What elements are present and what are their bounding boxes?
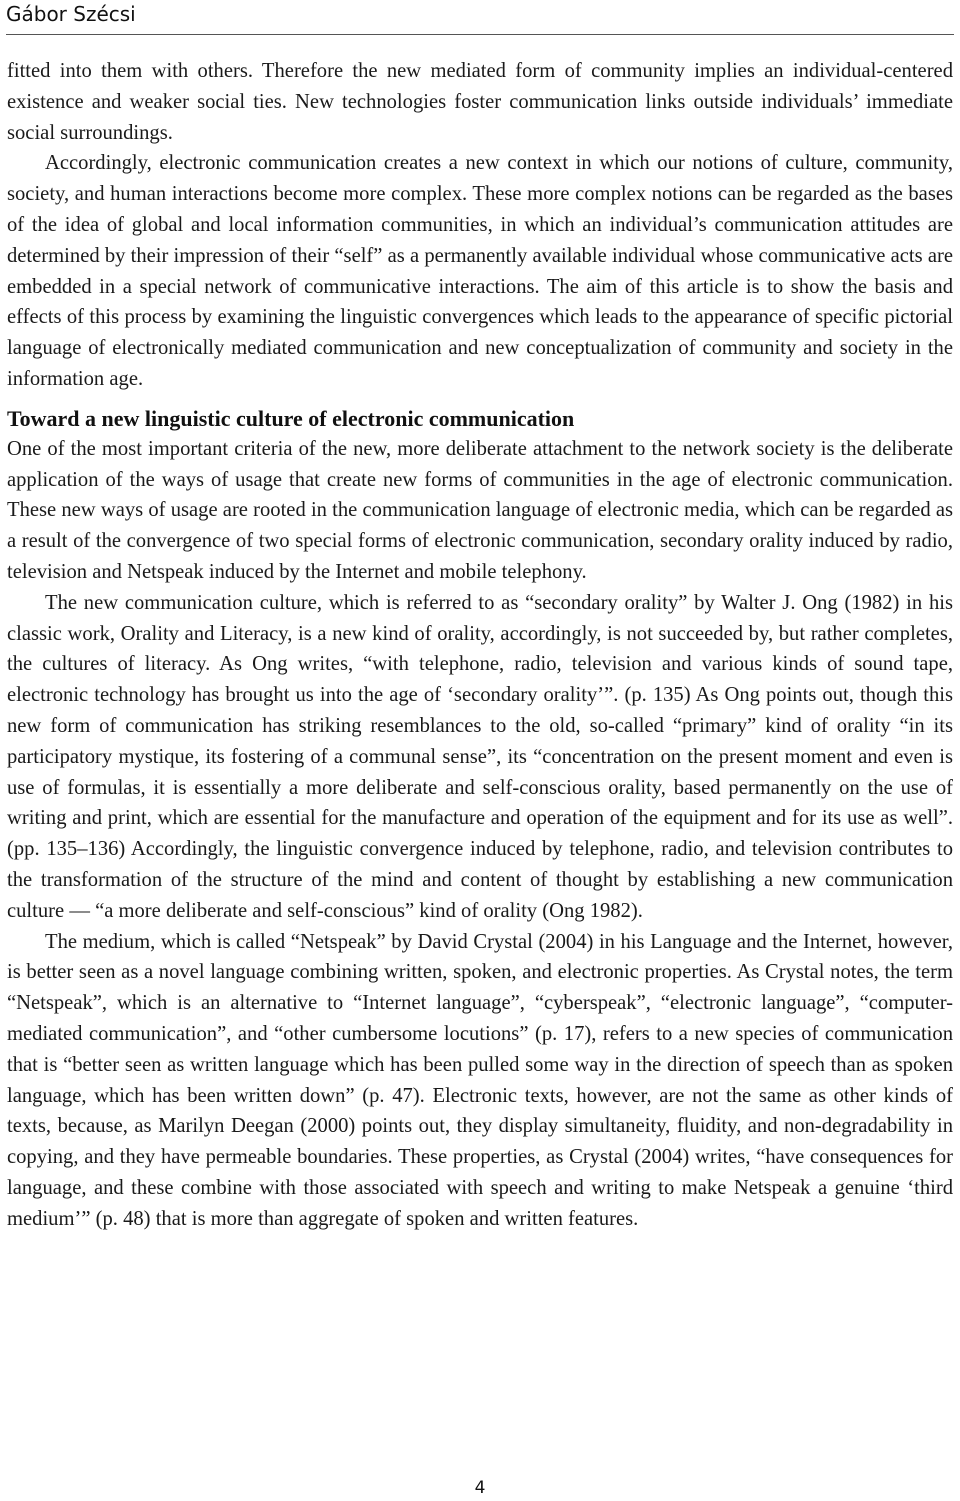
section-heading: Toward a new linguistic culture of electronic communication — [7, 405, 575, 431]
paragraph-netspeak: The medium, which is called “Netspeak” by David Crystal (2004) in his Language and the Internet, however, is better seen as a novel language combining written, spoken, and electronic properties. As Crystal notes, the term “Netspeak”, which is an alternative to “Internet language”, “cyberspeak”, “electronic language”, “computer-mediated communication”, and “other cumbersome locutions” (p. 17), refers to a new species of communication that is “better seen as written language which has been pulled some way in the direction of speech than as spoken language, which has been written down” (p. 47). Electronic texts, however, are not the same as other kinds of texts, because, as Marilyn Deegan (2000) points out, they display simultaneity, fluidity, and non-degradability in copying, and they have permeable boundaries. These properties, as Crystal (2004) writes, “have consequences for language, and these combine with those associated with speech and writing to make Netspeak a genuine ‘third medium’” (p. 48) that is more than aggregate of spoken and written features. — [7, 930, 953, 1230]
page-number: 4 — [474, 1478, 486, 1498]
paragraph-electronic-context: Accordingly, electronic communication creates a new context in which our notions of culture, community, society, and human interactions become more complex. These more complex notions can be regarded as the bases of the idea of global and local information communities, in which an individual’s communication attitudes are determined by their impression of their “self” as a permanently available individual whose communicative acts are embedded in a special network of communicative interactions. The aim of this article is to show the basis and effects of this process by examining the linguistic convergences which leads to the appearance of specific pictorial language of electronically mediated communication and new conceptualization of community and society in the information age. — [7, 152, 953, 390]
paragraph-secondary-orality: The new communication culture, which is referred to as “secondary orality” by Walter J. Ong (1982) in his classic work, Orality and Literacy, is a new kind of orality, accordingly, is not succeeded by, but rather completes, the cultures of literacy. As Ong writes, “with telephone, radio, television and various kinds of sound tape, electronic technology has brought us into the age of ‘secondary orality’”. (p. 135) As Ong points out, though this new form of communication has striking resemblances to the old, so-called “primary” kind of orality “in its participatory mystique, its fostering of a communal sense”, its “concentration on the present moment and even is use of formulas, it is essentially a more deliberate and self-conscious orality, based permanently on the use of writing and print, which are essential for the manufacture and operation of the equipment and for its use as well”. (pp. 135–136) Accordingly, the linguistic convergence induced by telephone, radio, and television contributes to the transformation of the structure of the mind and content of thought by establishing a new communication culture — “a more deliberate and self-conscious” kind of orality (Ong 1982). — [7, 591, 953, 922]
article-body — [7, 56, 953, 1234]
paragraph-network-society: One of the most important criteria of the new, more deliberate attachment to the network society is the deliberate application of the ways of usage that create new forms of communities in the age of electronic communication. These new ways of usage are rooted in the communication language of electronic media, which can be regarded as a result of the convergence of two special forms of electronic communication, secondary orality induced by radio, television and Netspeak induced by the Internet and mobile telephony. — [7, 437, 953, 583]
running-header — [6, 0, 954, 35]
paragraph-continued: fitted into them with others. Therefore the new mediated form of community implies an individual-centered existence and weaker social ties. New technologies foster communication links outside individuals’ immediate social surroundings. — [7, 60, 953, 144]
author-name: Gábor Szécsi — [6, 2, 136, 26]
